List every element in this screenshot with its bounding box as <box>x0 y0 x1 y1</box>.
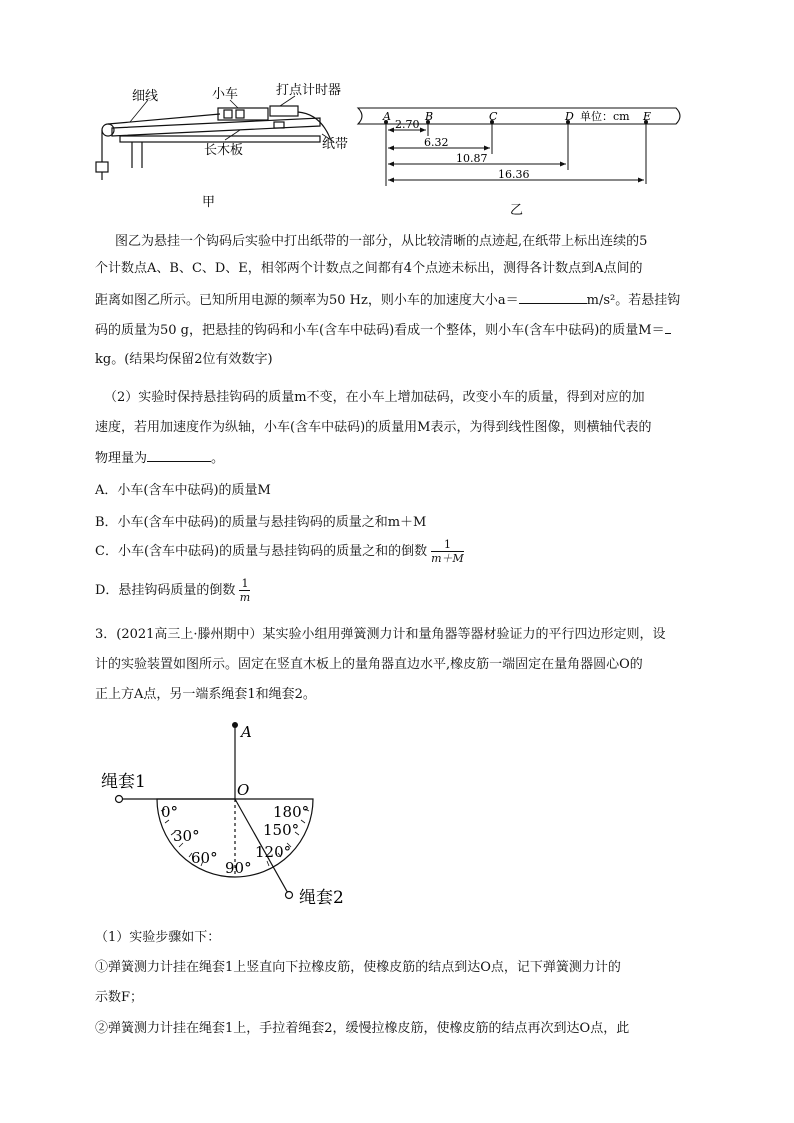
q2-text-line3 <box>95 289 680 308</box>
angle-150: 150° <box>263 821 300 839</box>
q3-line2: 计的实验装置如图所示。固定在竖直木板上的量角器直边水平,橡皮筋一端固定在量角器圆心O的 <box>95 657 643 672</box>
answer-blank-acceleration[interactable] <box>519 289 587 304</box>
distance-ad: 10.87 <box>456 152 488 165</box>
point-b: B <box>425 110 434 123</box>
option-d-text: D．悬挂钩码质量的倒数 <box>95 583 236 598</box>
q2p2-line1: （2）实验时保持悬挂钩码的质量m不变，在小车上增加砝码，改变小车的质量，得到对应的加 <box>104 390 645 405</box>
point-e: E <box>643 110 652 123</box>
q2-text-line1: 图乙为悬挂一个钩码后实验中打出纸带的一部分，从比较清晰的点迹起,在纸带上标出连续的5 <box>115 234 648 249</box>
rope-2-end <box>286 892 293 899</box>
answer-blank-axis[interactable] <box>147 447 211 462</box>
unit-label: 单位：cm <box>580 110 630 123</box>
point-a-dot <box>232 722 238 728</box>
paper-tape-line <box>298 112 330 138</box>
rope-2-label: 绳套2 <box>299 888 344 908</box>
rope-1-label: 绳套1 <box>101 772 146 792</box>
protractor-label-o: O <box>237 781 250 799</box>
option-c-text: C．小车(含车中砝码)的质量与悬挂钩码的质量之和的倒数 <box>95 544 428 559</box>
step2-line1: ②弹簧测力计挂在绳套1上，手拉着绳套2，缓慢拉橡皮筋，使橡皮筋的结点再次到达O点，此 <box>95 1021 630 1036</box>
q2-text-line4 <box>95 319 671 338</box>
protractor-figure <box>95 715 375 915</box>
rope-1-end <box>116 796 123 803</box>
option-a[interactable]: A．小车(含车中砝码)的质量M <box>95 483 271 498</box>
step1-line2: 示数F； <box>95 990 144 1005</box>
option-d-fraction: $\frac{1}{m}$ <box>239 577 251 604</box>
q2p2-line3-text: 物理量为 <box>95 451 148 466</box>
point-c: C <box>489 110 498 123</box>
point-d: D <box>565 110 574 123</box>
q2-text-line5: kg。(结果均保留2位有效数字) <box>95 352 273 367</box>
q2-text-line2: 个计数点A、B、C、D、E，相邻两个计数点之间都有4个点迹未标出，测得各计数点到A点间的 <box>95 261 643 276</box>
timer <box>270 106 298 116</box>
angle-120: 120° <box>255 843 292 861</box>
label-wire: 细线 <box>132 89 159 104</box>
label-tape: 纸带 <box>322 137 349 152</box>
hanging-weight <box>96 162 108 172</box>
distance-ae: 16.36 <box>498 168 530 181</box>
caption-left: 甲 <box>202 195 216 210</box>
q2-line3-text: 距离如图乙所示。已知所用电源的频率为50 Hz，则小车的加速度大小a＝ <box>95 293 519 308</box>
q2p2-line3-end: 。 <box>211 451 225 466</box>
q2-line3-unit: m/s²。若悬挂钩 <box>586 293 681 308</box>
label-board: 长木板 <box>204 143 244 158</box>
q2p2-line2: 速度，若用加速度作为纵轴，小车(含车中砝码)的质量用M表示，为得到线性图像，则横轴代表的 <box>95 420 652 435</box>
apparatus-figure <box>90 78 710 218</box>
table-board <box>120 136 320 142</box>
distance-ab: 2.70 <box>395 118 420 131</box>
option-b[interactable]: B．小车(含车中砝码)的质量与悬挂钩码的质量之和m＋M <box>95 515 427 530</box>
distance-ac: 6.32 <box>424 136 449 149</box>
angle-0: 0° <box>161 803 179 821</box>
q2-line4-text: 码的质量为50 g，把悬挂的钩码和小车(含车中砝码)看成一个整体，则小车(含车中砝码)的质量M＝ <box>95 323 665 338</box>
label-cart: 小车 <box>212 87 239 102</box>
option-c[interactable] <box>95 538 464 565</box>
protractor-label-a: A <box>241 723 252 741</box>
steps-intro: （1）实验步骤如下： <box>95 930 221 945</box>
angle-90: 90° <box>225 859 252 877</box>
answer-blank-mass[interactable] <box>665 319 671 334</box>
angle-60: 60° <box>191 849 218 867</box>
angle-180: 180° <box>273 803 310 821</box>
q3-line1: 3．(2021高三上·滕州期中）某实验小组用弹簧测力计和量角器等器材验证力的平行四边形定则，设 <box>95 627 666 642</box>
string <box>108 114 220 124</box>
step1-line1: ①弹簧测力计挂在绳套1上竖直向下拉橡皮筋，使橡皮筋的结点到达O点，记下弹簧测力计的 <box>95 960 621 975</box>
point-a: A <box>383 110 391 123</box>
q2p2-line3 <box>95 447 224 466</box>
angle-30: 30° <box>173 827 200 845</box>
option-c-fraction: $\frac{1}{m+M}$ <box>431 538 464 565</box>
label-timer: 打点计时器 <box>276 83 342 98</box>
caption-right: 乙 <box>510 203 524 218</box>
option-d[interactable] <box>95 577 250 604</box>
q3-line3: 正上方A点，另一端系绳套1和绳套2。 <box>95 687 316 702</box>
